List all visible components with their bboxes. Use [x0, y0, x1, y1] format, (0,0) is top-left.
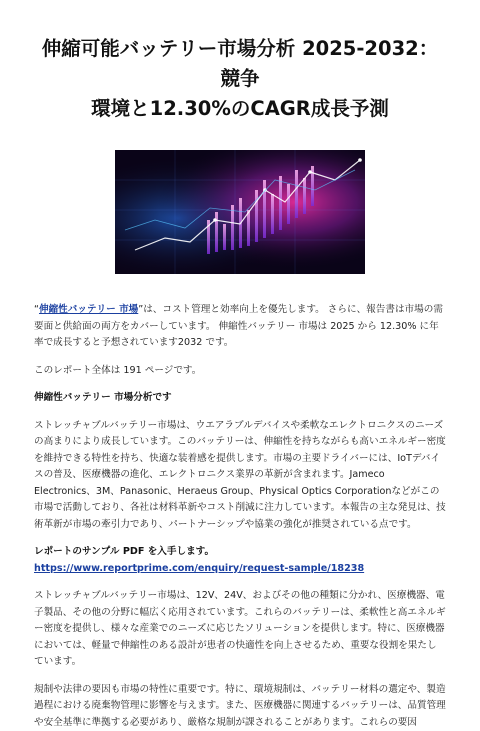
page-title [34, 0, 446, 124]
sample-label: レポートのサンプル PDF を入手します。 [34, 546, 214, 557]
intro-text: ”は、コスト管理と効率向上を優先します。 さらに、報告書は市場の需要面と供給面の両方をカバーしています。 伸縮性バッテリー 市場は 2025 から 12.30% に年率で成長すると予想されています2032 です。 [34, 304, 443, 348]
sample-url-link[interactable]: https://www.reportprime.com/enquiry/request-sample/18238 [34, 563, 364, 574]
quote-open: “ [34, 304, 39, 315]
segments-paragraph: ストレッチャブルバッテリー市場は、12V、24V、およびその他の種類に分かれ、医療機器、電子製品、その他の分野に幅広く応用されています。これらのバッテリーは、柔軟性と高エネルギー密度を提供し、様々な産業でのニーズに応じたソリューションを提供します。特に、医療機器においては、軽量で伸縮性のある設計が患者の快適性を向上させるため、重要な役割を果たしています。 [34, 588, 446, 671]
section-heading: 伸縮性バッテリー 市場分析です [34, 390, 446, 407]
regulation-paragraph: 規制や法律の要因も市場の特性に重要です。特に、環境規制は、バッテリー材料の選定や、製造過程における廃棄物管理に影響を与えます。また、医療機器に関連するバッテリーは、品質管理や安全基準に準拠する必要があり、厳格な規制が課されることがあります。これらの要因 [34, 682, 446, 731]
intro-paragraph [34, 302, 446, 352]
sample-line [34, 544, 446, 577]
title-line-2: 環境と12.30%のCAGR成長予測 [91, 97, 389, 120]
analysis-paragraph: ストレッチャブルバッテリー市場は、ウエアラブルデバイスや柔軟なエレクトロニクスのニーズの高まりにより成長しています。このバッテリーは、伸縮性を持ちながらも高いエネルギー密度を維持できる特性を持ち、快適な装着感を提供します。市場の主要ドライバーには、IoTデバイスの普及、医療機器の進化、エレクトロニクス業界の革新が含まれます。Jameco Electronics、3M、Panasonic、Heraeus Group、Physical Optics Corporationなどがこの市場で活動しており、各社は材料革新やコスト削減に注力しています。本報告の主な発見は、技術革新が市場の牽引力であり、パートナーシップや協業の強化が推奨されている点です。 [34, 418, 446, 534]
page-count-line: このレポート全体は 191 ページです。 [34, 363, 446, 380]
hero-image [115, 150, 365, 274]
market-link[interactable]: 伸縮性バッテリー 市場 [39, 304, 138, 315]
title-line-1: 伸縮可能バッテリー市場分析 2025-2032：競争 [42, 37, 438, 90]
